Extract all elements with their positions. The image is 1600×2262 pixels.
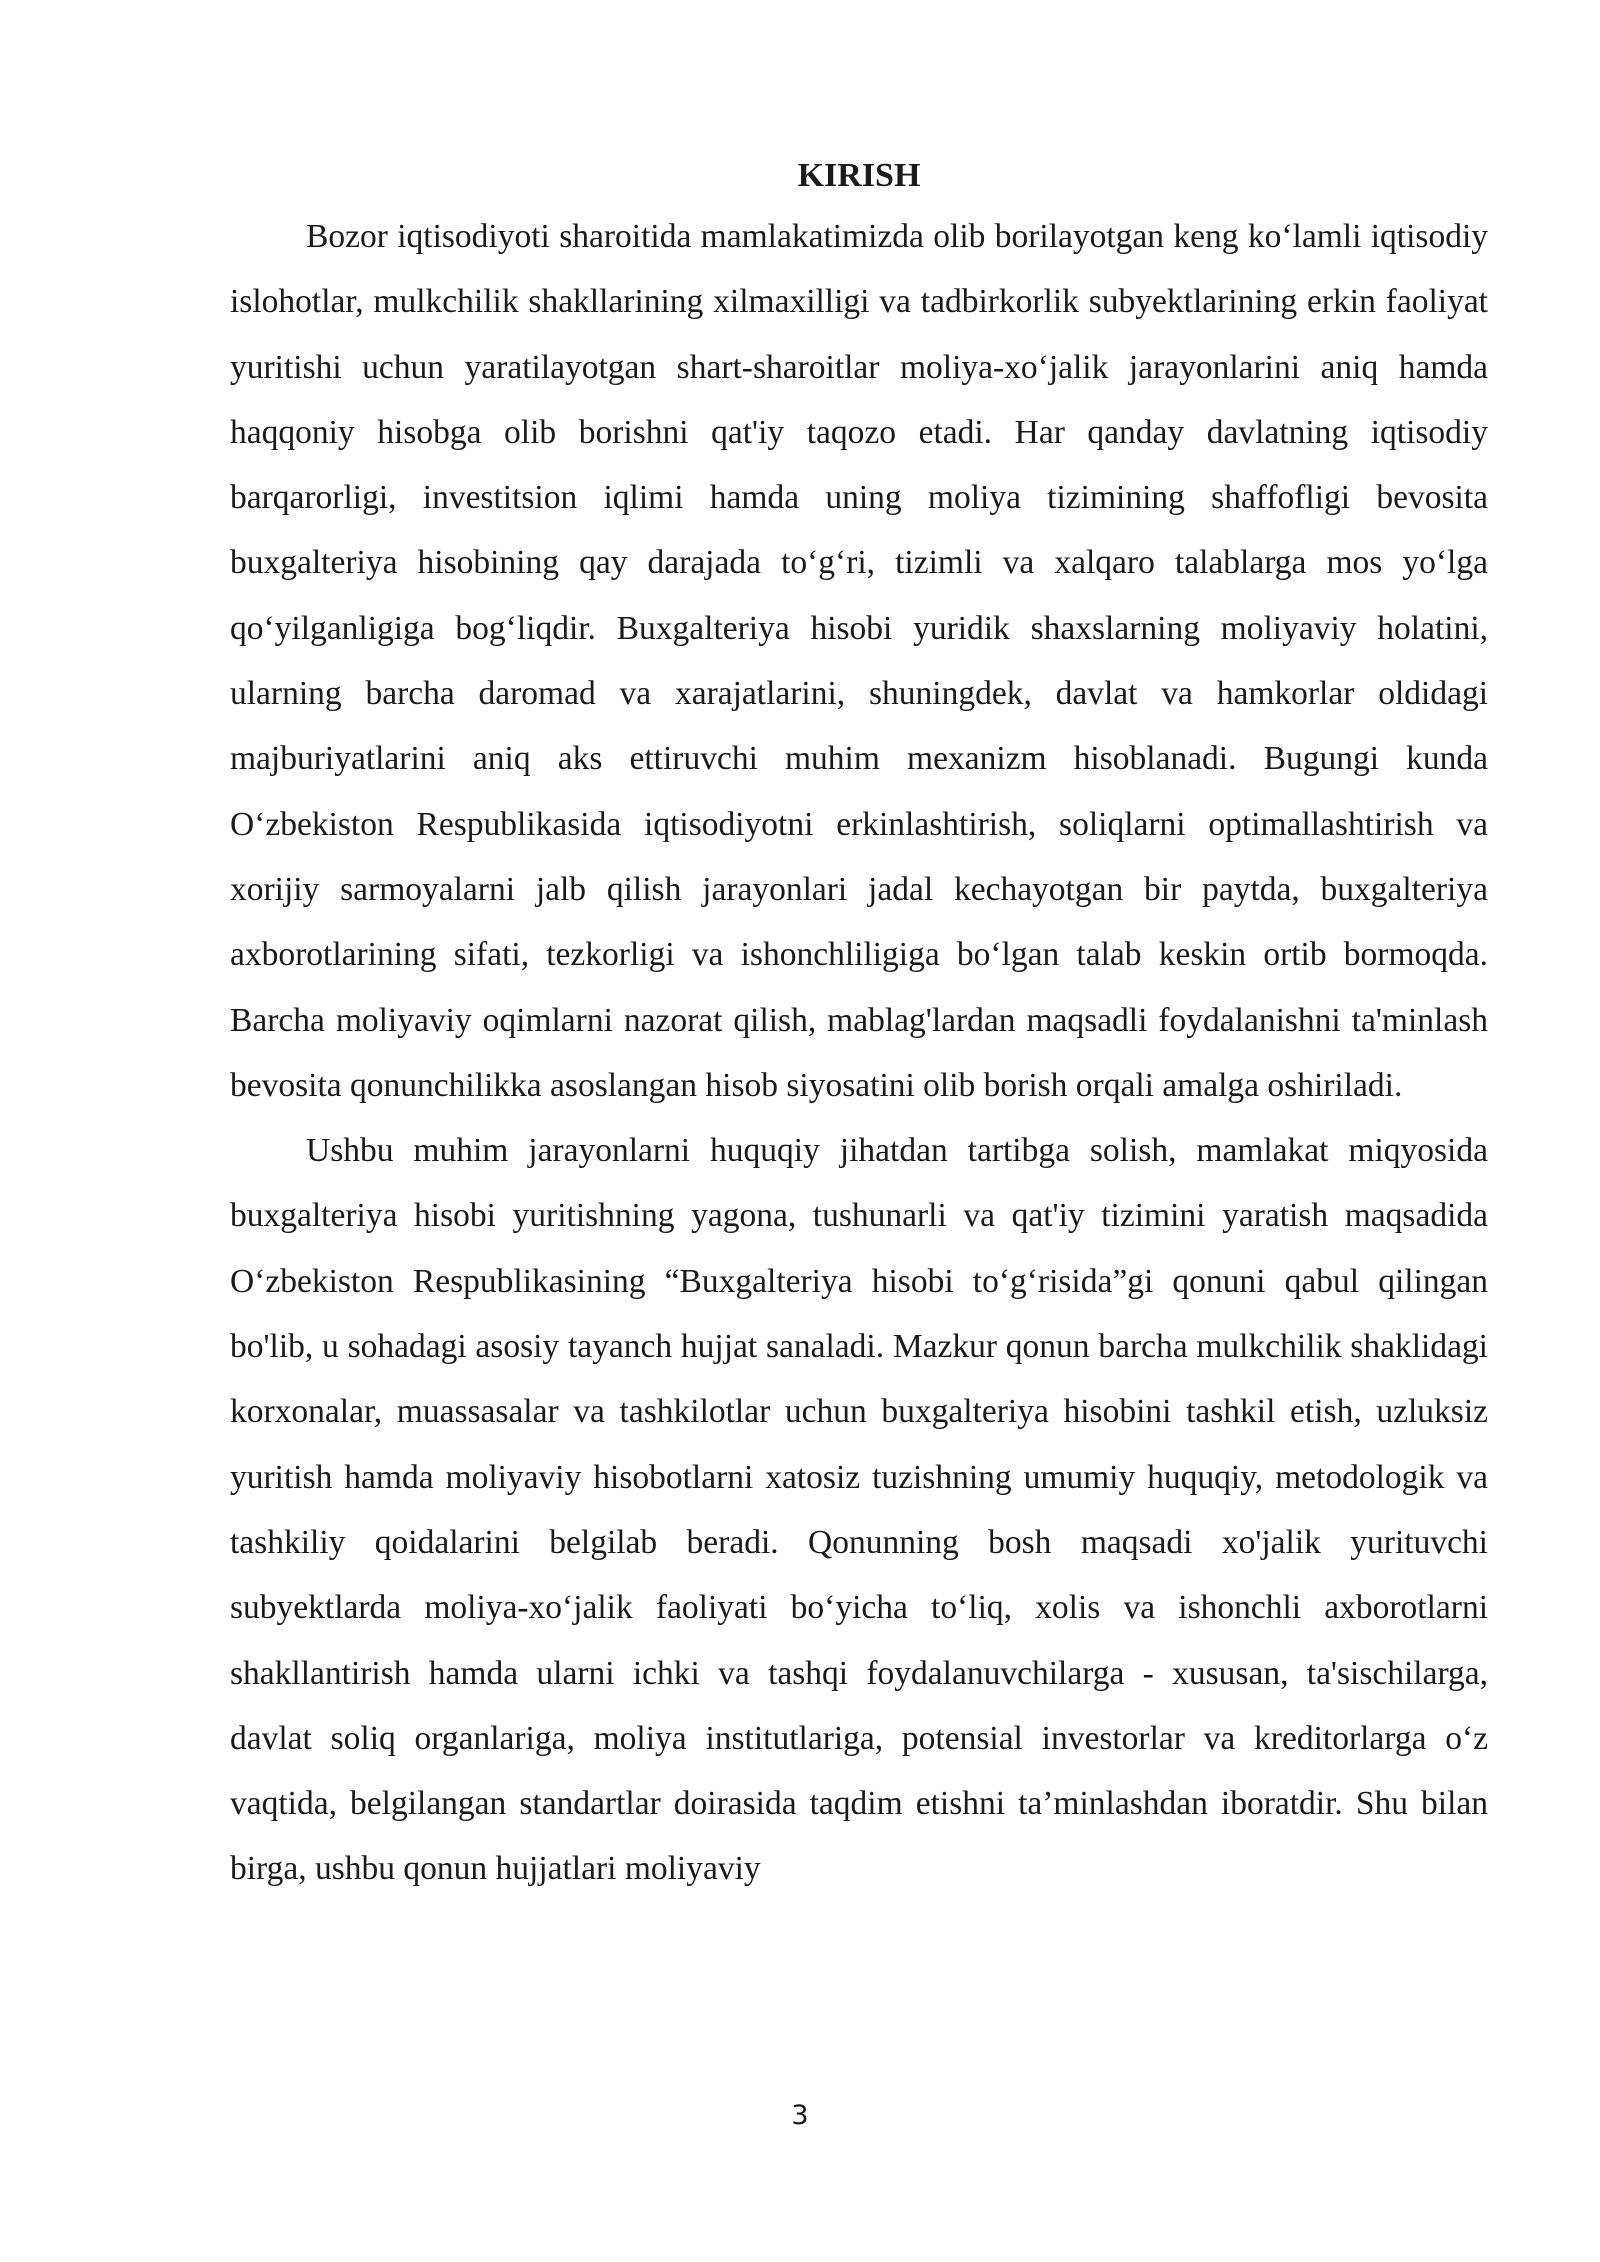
paragraph-2: Ushbu muhim jarayonlarni huquqiy jihatdan tartibga solish, mamlakat miqyosida buxgalteriya hisobi yuritishning yagona, tushunarli va qat'iy tizimini yaratish maqsadida O‘zbekiston Respublikasining “Buxgalteriya hisobi to‘g‘risida”gi qonuni qabul qilingan bo'lib, u sohadagi asosiy tayanch hujjat sanaladi. Mazkur qonun barcha mulkchilik shaklidagi korxonalar, muassasalar va tashkilotlar uchun buxgalteriya hisobini tashkil etish, uzluksiz yuritish hamda moliyaviy hisobotlarni xatosiz tuzishning umumiy huquqiy, metodologik va tashkiliy qoidalarini belgilab beradi. Qonunning bosh maqsadi xo'jalik yurituvchi subyektlarda moliya-xo‘jalik faoliyati bo‘yicha to‘liq, xolis va ishonchli axborotlarni shakllantirish hamda ularni ichki va tashqi foydalanuvchilarga - xususan, ta'sischilarga, davlat soliq organlariga, moliya institutlariga, potensial investorlar va kreditorlarga o‘z vaqtida, belgilangan standartlar doirasida taqdim etishni ta’minlashdan iboratdir. Shu bilan birga, ushbu qonun hujjatlari moliyaviy xyxy=(230,1132,1488,1888)
page-content xyxy=(230,148,1488,1902)
section-title: KIRISH xyxy=(797,157,921,194)
paragraph-1: Bozor iqtisodiyoti sharoitida mamlakatimizda olib borilayotgan keng ko‘lamli iqtisodiy islohotlar, mulkchilik shakllarining xilmaxilligi va tadbirkorlik subyektlarining erkin faoliyat yuritishi uchun yaratilayotgan shart-sharoitlar moliya-xo‘jalik jarayonlarini aniq hamda haqqoniy hisobga olib borishni qat'iy taqozo etadi. Har qanday davlatning iqtisodiy barqarorligi, investitsion iqlimi hamda uning moliya tizimining shaffofligi bevosita buxgalteriya hisobining qay darajada to‘g‘ri, tizimli va xalqaro talablarga mos yo‘lga qo‘yilganligiga bog‘liqdir. Buxgalteriya hisobi yuridik shaxslarning moliyaviy holatini, ularning barcha daromad va xarajatlarini, shuningdek, davlat va hamkorlar oldidagi majburiyatlarini aniq aks ettiruvchi muhim mexanizm hisoblanadi. Bugungi kunda O‘zbekiston Respublikasida iqtisodiyotni erkinlashtirish, soliqlarni optimallashtirish va xorijiy sarmoyalarni jalb qilish jarayonlari jadal kechayotgan bir paytda, buxgalteriya axborotlarining sifati, tezkorligi va ishonchliligiga bo‘lgan talab keskin ortib bormoqda. Barcha moliyaviy oqimlarni nazorat qilish, mablag'lardan maqsadli foydalanishni ta'minlash bevosita qonunchilikka asoslangan hisob siyosatini olib borish orqali amalga oshiriladi. xyxy=(230,218,1488,1104)
page-number: 3 xyxy=(791,2100,809,2131)
